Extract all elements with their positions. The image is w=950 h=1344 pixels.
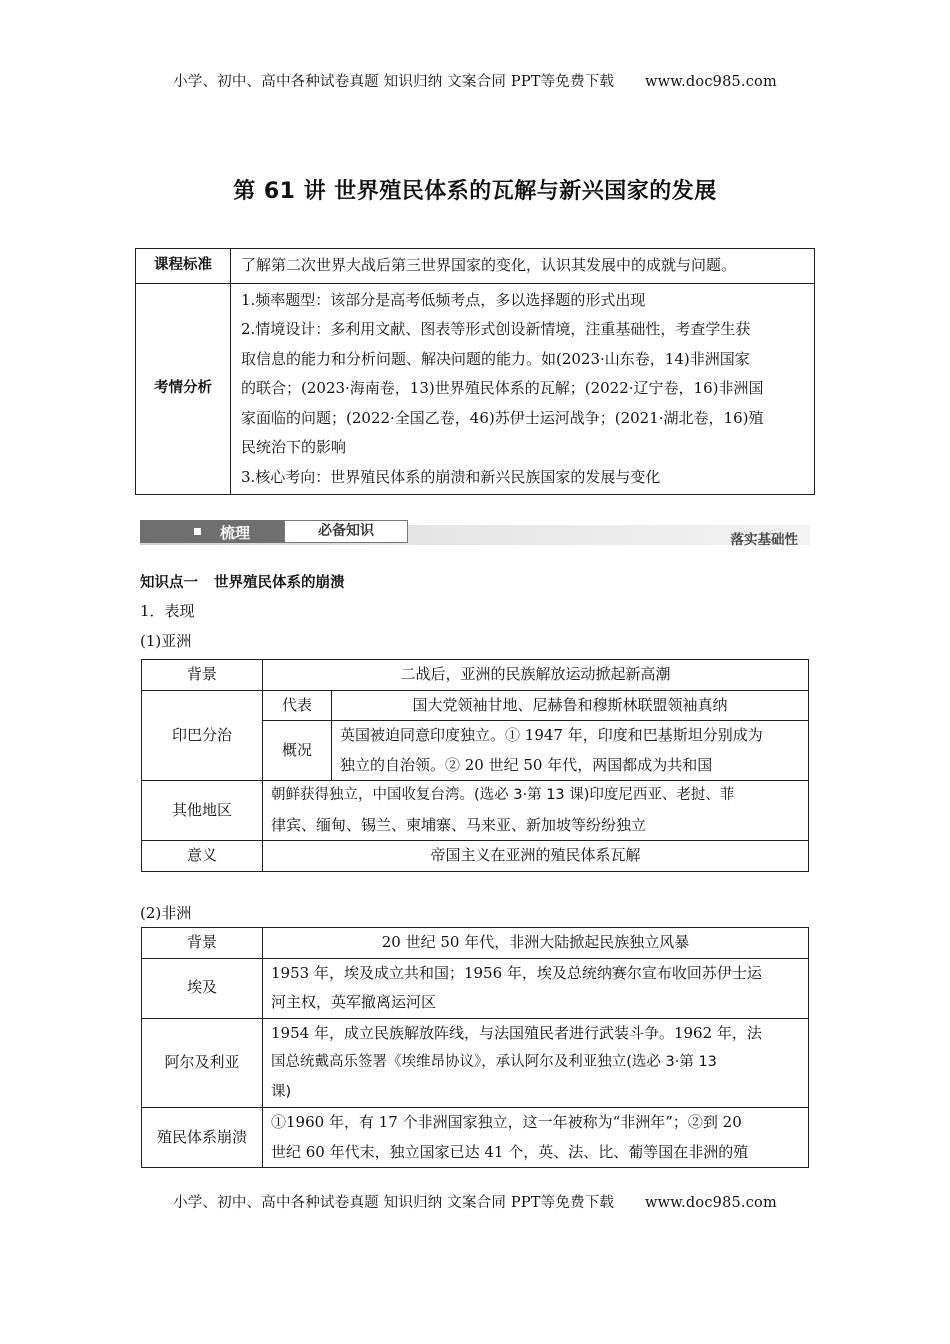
row-label: 代表 <box>263 690 332 721</box>
row-label: 其他地区 <box>142 781 263 841</box>
text-line: 家面临的问题；(2022·全国乙卷，46)苏伊士运河战争；(2021·湖北卷，16)殖 <box>241 408 764 427</box>
table-row <box>142 690 809 721</box>
cell <box>263 1108 809 1168</box>
text-line: 课) <box>271 1083 292 1100</box>
knowledge-point-title <box>140 571 345 592</box>
text-line: 河主权，英军撤离运河区 <box>271 993 437 1011</box>
cell: 国大党领袖甘地、尼赫鲁和穆斯林联盟领袖真纳 <box>332 690 809 721</box>
text-line: 3.核心考向：世界殖民体系的崩溃和新兴民族国家的发展与变化 <box>241 467 661 486</box>
text-line: 1953 年，埃及成立共和国；1956 年，埃及总统纳赛尔宣布收回苏伊士运 <box>271 963 762 982</box>
row-label: 背景 <box>142 928 263 959</box>
section-banner <box>140 519 810 548</box>
page-title: 第 61 讲 世界殖民体系的瓦解与新兴国家的发展 <box>233 179 717 204</box>
text-line: 1.频率题型：该部分是高考低频考点，多以选择题的形式出现 <box>241 290 646 309</box>
text-line: 2.情境设计：多利用文献、图表等形式创设新情境，注重基础性，考查学生获 <box>241 320 751 338</box>
row-label: 印巴分治 <box>142 690 263 781</box>
table-row <box>136 249 815 284</box>
page-header <box>0 70 950 91</box>
row-label: 意义 <box>142 841 263 872</box>
cell: 二战后，亚洲的民族解放运动掀起新高潮 <box>263 660 809 691</box>
table-row <box>142 841 809 872</box>
course-standard-table <box>135 248 815 495</box>
row-label: 殖民体系崩溃 <box>142 1108 263 1168</box>
text-line: 律宾、缅甸、锡兰、柬埔寨、马来亚、新加坡等纷纷独立 <box>271 815 647 834</box>
text-line: 1954 年，成立民族解放阵线，与法国殖民者进行武装斗争。1962 年，法 <box>271 1023 762 1042</box>
table-row <box>142 1108 809 1168</box>
footer-site: www.doc985.com <box>644 1195 777 1211</box>
cell <box>332 721 809 781</box>
text-line: 取信息的能力和分析问题、解决问题的能力。如(2023·山东卷，14)非洲国家 <box>241 349 750 368</box>
asia-table <box>141 659 809 872</box>
row-label: 埃及 <box>142 958 263 1018</box>
row-label: 概况 <box>263 721 332 781</box>
text-line: 的联合；(2023·海南卷，13)世界殖民体系的瓦解；(2022·辽宁卷，16)非洲国 <box>241 379 764 397</box>
banner-tab-review <box>140 520 284 543</box>
subheading: 1．表现 <box>140 602 195 620</box>
text-line: 民统治下的影响 <box>241 438 347 456</box>
knowledge-point-name: 世界殖民体系的崩溃 <box>214 575 345 591</box>
cell: 帝国主义在亚洲的殖民体系瓦解 <box>263 841 809 872</box>
banner-tab-label: 梳理 <box>220 524 251 542</box>
page-footer <box>0 1191 950 1212</box>
row-label: 背景 <box>142 660 263 691</box>
table-row <box>142 660 809 691</box>
square-bullet-icon <box>194 528 201 535</box>
table-row <box>136 283 815 495</box>
table-row <box>142 958 809 1018</box>
cell: 20 世纪 50 年代，非洲大陆掀起民族独立风暴 <box>263 928 809 959</box>
banner-tab-knowledge: 必备知识 <box>284 520 408 543</box>
table-row <box>142 781 809 841</box>
text-line: 世纪 60 年代末，独立国家已达 41 个，英、法、比、葡等国在非洲的殖 <box>271 1142 749 1161</box>
text-line: 独立的自治领。② 20 世纪 50 年代，两国都成为共和国 <box>340 755 713 774</box>
header-text: 小学、初中、高中各种试卷真题 知识归纳 文案合同 PPT等免费下载 <box>173 74 615 90</box>
row-label: 阿尔及利亚 <box>142 1018 263 1108</box>
subheading: (2)非洲 <box>140 904 192 922</box>
banner-right-label: 落实基础性 <box>730 532 798 548</box>
table-row <box>142 928 809 959</box>
header-site: www.doc985.com <box>644 74 777 90</box>
subheading: (1)亚洲 <box>140 632 192 650</box>
text-line: ①1960 年，有 17 个非洲国家独立，这一年被称为“非洲年”；②到 20 <box>271 1113 742 1131</box>
knowledge-point-label: 知识点一 <box>140 575 198 591</box>
row-label: 考情分析 <box>136 283 231 495</box>
exam-analysis-text <box>231 283 815 495</box>
africa-table <box>141 927 809 1168</box>
text-line: 朝鲜获得独立，中国收复台湾。(选必 3·第 13 课)印度尼西亚、老挝、菲 <box>271 787 735 803</box>
row-label: 课程标准 <box>136 249 231 284</box>
footer-text: 小学、初中、高中各种试卷真题 知识归纳 文案合同 PPT等免费下载 <box>173 1195 615 1211</box>
cell <box>263 781 809 841</box>
cell <box>263 1018 809 1108</box>
table-row <box>142 1018 809 1108</box>
text-line: 国总统戴高乐签署《埃维昂协议》，承认阿尔及利亚独立(选必 3·第 13 <box>271 1054 717 1070</box>
course-standard-text: 了解第二次世界大战后第三世界国家的变化，认识其发展中的成就与问题。 <box>231 249 815 284</box>
text-line: 英国被迫同意印度独立。① 1947 年，印度和巴基斯坦分别成为 <box>340 726 763 744</box>
cell <box>263 958 809 1018</box>
